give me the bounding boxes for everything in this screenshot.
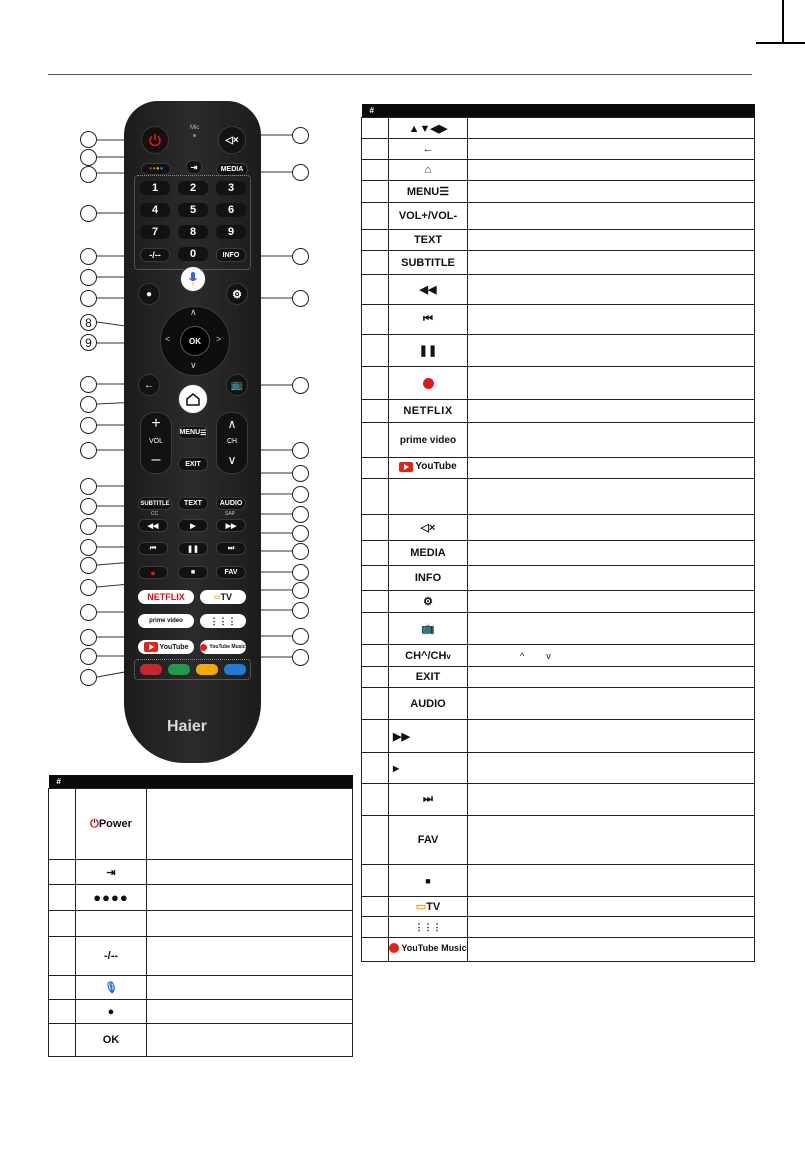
callout-right <box>292 127 309 144</box>
table-row <box>362 423 755 458</box>
number-button-4[interactable]: 4 <box>140 203 170 217</box>
prime-video-label: prime video <box>399 435 457 446</box>
input-icon: ⇥ <box>106 866 116 879</box>
mute-icon: ◁× <box>225 134 239 146</box>
media-label: MEDIA <box>410 547 446 559</box>
rewind-button[interactable] <box>138 519 168 532</box>
fav-button[interactable]: FAV <box>216 566 246 579</box>
callout-left <box>80 269 97 286</box>
info-label: INFO <box>414 572 442 584</box>
tv-app-icon: ▭ <box>415 901 427 913</box>
user-icon: ● <box>107 1005 115 1018</box>
apps-grid-icon: ⋮⋮⋮ <box>414 922 442 932</box>
audio-button[interactable]: AUDIO <box>216 497 246 510</box>
callout-left <box>80 248 97 265</box>
blue-button[interactable] <box>224 664 246 675</box>
callout-left <box>80 604 97 621</box>
record-button[interactable] <box>138 566 168 579</box>
callout-left <box>80 290 97 307</box>
table-row <box>362 335 755 367</box>
table-row <box>362 181 755 203</box>
power-label: Power <box>98 817 132 830</box>
voice-button[interactable] <box>180 266 206 292</box>
table-row <box>49 976 353 1000</box>
table-row <box>362 938 755 962</box>
stop-icon: ■ <box>425 875 431 886</box>
home-icon <box>186 393 200 406</box>
ch-down-symbol: v <box>546 650 551 661</box>
youtube-button[interactable] <box>138 640 194 654</box>
callout-left <box>80 539 97 556</box>
youtube-music-icon <box>389 943 399 953</box>
callout-left <box>80 166 97 183</box>
power-button[interactable] <box>141 126 169 154</box>
menu-button[interactable] <box>178 426 208 439</box>
microphone-icon: 🎙 <box>104 982 118 994</box>
callout-left <box>80 149 97 166</box>
table-row <box>362 305 755 335</box>
right-key-table <box>361 104 755 962</box>
callout-left <box>80 648 97 665</box>
ch-up-symbol: ^ <box>520 650 525 661</box>
dash-label: -/-- <box>103 950 119 962</box>
youtube-label: YouTube <box>159 643 189 651</box>
table-row <box>362 784 755 816</box>
home-icon: ⌂ <box>424 164 432 176</box>
table-row <box>49 1024 353 1057</box>
table-row <box>362 897 755 917</box>
next-icon: ⏭ <box>423 793 433 805</box>
left-arrow-icon[interactable]: < <box>165 334 171 344</box>
callout-left <box>80 205 97 222</box>
table-row <box>49 860 353 885</box>
netflix-label: NETFLIX <box>403 405 453 417</box>
callout-right <box>292 582 309 599</box>
table-row <box>49 911 353 937</box>
haier-logo: Haier <box>167 718 208 735</box>
callout-right <box>292 248 309 265</box>
vol-label: VOL <box>148 438 163 445</box>
table-row <box>49 937 353 976</box>
youtube-icon <box>399 462 413 472</box>
table-row <box>362 591 755 613</box>
text-label: TEXT <box>413 234 443 246</box>
callout-left <box>80 417 97 434</box>
callout-left <box>80 669 97 686</box>
user-button[interactable] <box>138 283 160 305</box>
settings-button[interactable] <box>226 283 248 305</box>
table-row <box>49 885 353 911</box>
callout-right <box>292 506 309 523</box>
number-button-6[interactable]: 6 <box>216 203 246 217</box>
table-row <box>362 816 755 865</box>
tv-icon: 📺 <box>230 379 244 391</box>
rewind-icon: ◀◀ <box>419 284 437 296</box>
microphone-hole <box>193 134 196 137</box>
previous-icon: ⏮ <box>149 544 157 552</box>
callout-left <box>80 498 97 515</box>
callout-right <box>292 543 309 560</box>
info-button[interactable]: INFO <box>216 248 246 262</box>
menu-icon: ☰ <box>439 186 450 198</box>
table-row <box>362 917 755 938</box>
input-button[interactable] <box>186 160 202 174</box>
exit-button[interactable]: EXIT <box>178 457 208 471</box>
ch-up-icon: ∧ <box>227 417 237 431</box>
stop-icon: ■ <box>190 569 196 576</box>
number-button-1[interactable]: 1 <box>140 181 170 195</box>
subtitle-label: SUBTITLE <box>401 256 455 269</box>
next-button[interactable] <box>216 542 246 555</box>
table-row <box>362 645 755 667</box>
callout-left <box>80 629 97 646</box>
youtube-music-label: YouTube Music <box>209 644 246 650</box>
number-button-2[interactable]: 2 <box>178 181 208 195</box>
netflix-button[interactable]: NETFLIX <box>138 590 194 604</box>
cc-label: CC <box>151 511 159 517</box>
red-button[interactable] <box>140 664 162 675</box>
table-header: # <box>49 775 353 789</box>
subtitle-button[interactable]: SUBTITLE <box>138 497 172 510</box>
tv-app-label: TV <box>220 592 233 602</box>
table-row <box>362 667 755 688</box>
apps-button[interactable] <box>200 614 246 628</box>
input-icon: ⇥ <box>190 162 198 172</box>
table-row <box>362 613 755 645</box>
youtube-music-icon <box>200 644 207 651</box>
previous-button[interactable] <box>138 542 168 555</box>
pause-icon: ❚❚ <box>418 345 438 357</box>
green-button[interactable] <box>168 664 190 675</box>
down-arrow-icon[interactable]: ∨ <box>190 360 197 370</box>
table-row <box>362 566 755 591</box>
gear-icon: ⚙ <box>423 596 433 608</box>
callout-left <box>80 478 97 495</box>
up-arrow-icon[interactable]: ∧ <box>190 307 197 317</box>
callout-right <box>292 465 309 482</box>
menu-icon: ☰ <box>200 429 207 437</box>
next-icon: ⏭ <box>227 544 235 552</box>
stop-button[interactable] <box>178 566 208 579</box>
youtube-label: YouTube <box>415 461 457 473</box>
tv-app-icon: ▭ <box>213 594 221 601</box>
fav-label: FAV <box>417 834 439 846</box>
table-row <box>362 139 755 160</box>
record-icon <box>423 378 434 389</box>
menu-label: MENU <box>406 186 440 198</box>
mute-icon: ◁× <box>420 522 436 534</box>
exit-label: EXIT <box>415 671 441 683</box>
power-icon: ⏻ <box>90 817 99 830</box>
yellow-button[interactable] <box>196 664 218 675</box>
callout-right <box>292 525 309 542</box>
callout-right <box>292 564 309 581</box>
ok-button[interactable]: OK <box>180 326 210 356</box>
mic-label: Mic <box>190 125 200 131</box>
callout-left <box>80 396 97 413</box>
audio-label: AUDIO <box>410 697 446 710</box>
color-dots-button[interactable] <box>141 163 171 175</box>
table-row <box>362 160 755 181</box>
play-icon: ▶ <box>190 522 196 530</box>
ch-down-glyph: v <box>446 651 451 661</box>
callout-left <box>80 131 97 148</box>
callout-right <box>292 377 309 394</box>
tv-icon: 📺 <box>421 623 435 635</box>
right-arrow-icon[interactable]: > <box>216 334 222 344</box>
previous-icon: ⏮ <box>423 313 433 325</box>
youtube-music-button[interactable] <box>200 640 246 654</box>
number-button-3[interactable]: 3 <box>216 181 246 195</box>
table-row <box>362 753 755 784</box>
number-button-9[interactable]: 9 <box>216 225 246 239</box>
table-row <box>362 541 755 566</box>
dash-button[interactable]: -/-- <box>140 248 170 262</box>
record-icon: ● <box>150 567 156 578</box>
youtube-icon <box>144 642 158 652</box>
vol-up-icon: + <box>151 415 161 432</box>
callout-right <box>292 602 309 619</box>
fast-forward-button[interactable] <box>216 519 246 532</box>
live-tv-button[interactable] <box>226 374 248 396</box>
vol-label: VOL+/VOL- <box>398 210 458 222</box>
fast-forward-icon: ▶▶ <box>393 730 410 743</box>
arrows-icon: ▲▼◀▶ <box>408 122 448 135</box>
power-icon <box>148 133 162 147</box>
table-row <box>362 720 755 753</box>
fast-forward-icon: ▶▶ <box>225 522 237 530</box>
table-row <box>362 251 755 275</box>
ch-label: CH <box>226 438 238 445</box>
vol-down-icon: – <box>151 451 161 468</box>
rewind-icon: ◀◀ <box>147 522 159 530</box>
callout-8: 8 <box>80 314 97 331</box>
home-button[interactable] <box>178 384 208 414</box>
number-button-7[interactable]: 7 <box>140 225 170 239</box>
callout-left <box>80 442 97 459</box>
volume-rocker[interactable] <box>140 412 172 474</box>
table-row <box>49 1000 353 1024</box>
number-button-8[interactable]: 8 <box>178 225 208 239</box>
callout-left <box>80 579 97 596</box>
ch-label: CH^/CH <box>405 649 447 662</box>
gear-icon: ⚙ <box>232 288 242 301</box>
table-row <box>362 118 755 139</box>
pause-button[interactable] <box>178 542 208 555</box>
pause-icon: ❚❚ <box>187 545 199 553</box>
callout-right <box>292 164 309 181</box>
table-row <box>362 688 755 720</box>
prime-video-button[interactable]: prime video <box>138 614 194 628</box>
play-icon: ▶ <box>393 764 400 773</box>
mute-button[interactable] <box>218 126 246 154</box>
callout-right <box>292 628 309 645</box>
color-dots-icon: ●●●● <box>93 890 129 905</box>
tv-app-button[interactable] <box>200 590 246 604</box>
callout-left <box>80 376 97 393</box>
color-dots-icon: ●●●● <box>148 166 164 172</box>
callout-9: 9 <box>80 334 97 351</box>
table-row <box>362 458 755 479</box>
callout-right <box>292 442 309 459</box>
table-row <box>49 789 353 860</box>
table-row <box>362 400 755 423</box>
channel-rocker[interactable] <box>216 412 248 474</box>
table-row <box>362 479 755 515</box>
left-key-table <box>48 775 353 1057</box>
callout-left <box>80 518 97 535</box>
table-row <box>362 865 755 897</box>
table-row <box>362 203 755 230</box>
microphone-icon <box>189 272 197 286</box>
play-button[interactable] <box>178 519 208 532</box>
ch-down-icon: ∨ <box>227 453 237 467</box>
user-icon: ● <box>145 288 153 300</box>
text-button[interactable]: TEXT <box>178 497 208 510</box>
back-arrow-icon: ← <box>422 143 434 155</box>
sap-label: SAP <box>225 511 236 517</box>
number-button-0[interactable]: 0 <box>178 247 208 261</box>
youtube-music-label: YouTube Music <box>401 943 467 953</box>
number-button-5[interactable]: 5 <box>178 203 208 217</box>
menu-label: MENU <box>179 429 201 436</box>
table-row <box>362 275 755 305</box>
table-row <box>362 230 755 251</box>
back-arrow-icon: ← <box>144 379 154 391</box>
table-row <box>362 515 755 541</box>
callout-right <box>292 290 309 307</box>
callout-right <box>292 486 309 503</box>
callout-right <box>292 649 309 666</box>
tv-app-label: TV <box>426 901 441 913</box>
back-button[interactable] <box>138 374 160 396</box>
media-button[interactable]: MEDIA <box>216 163 248 176</box>
table-header: # <box>362 104 755 118</box>
table-row <box>362 367 755 400</box>
callout-left <box>80 557 97 574</box>
apps-grid-icon: ⋮⋮⋮ <box>209 615 237 626</box>
ok-label: OK <box>102 1034 120 1046</box>
